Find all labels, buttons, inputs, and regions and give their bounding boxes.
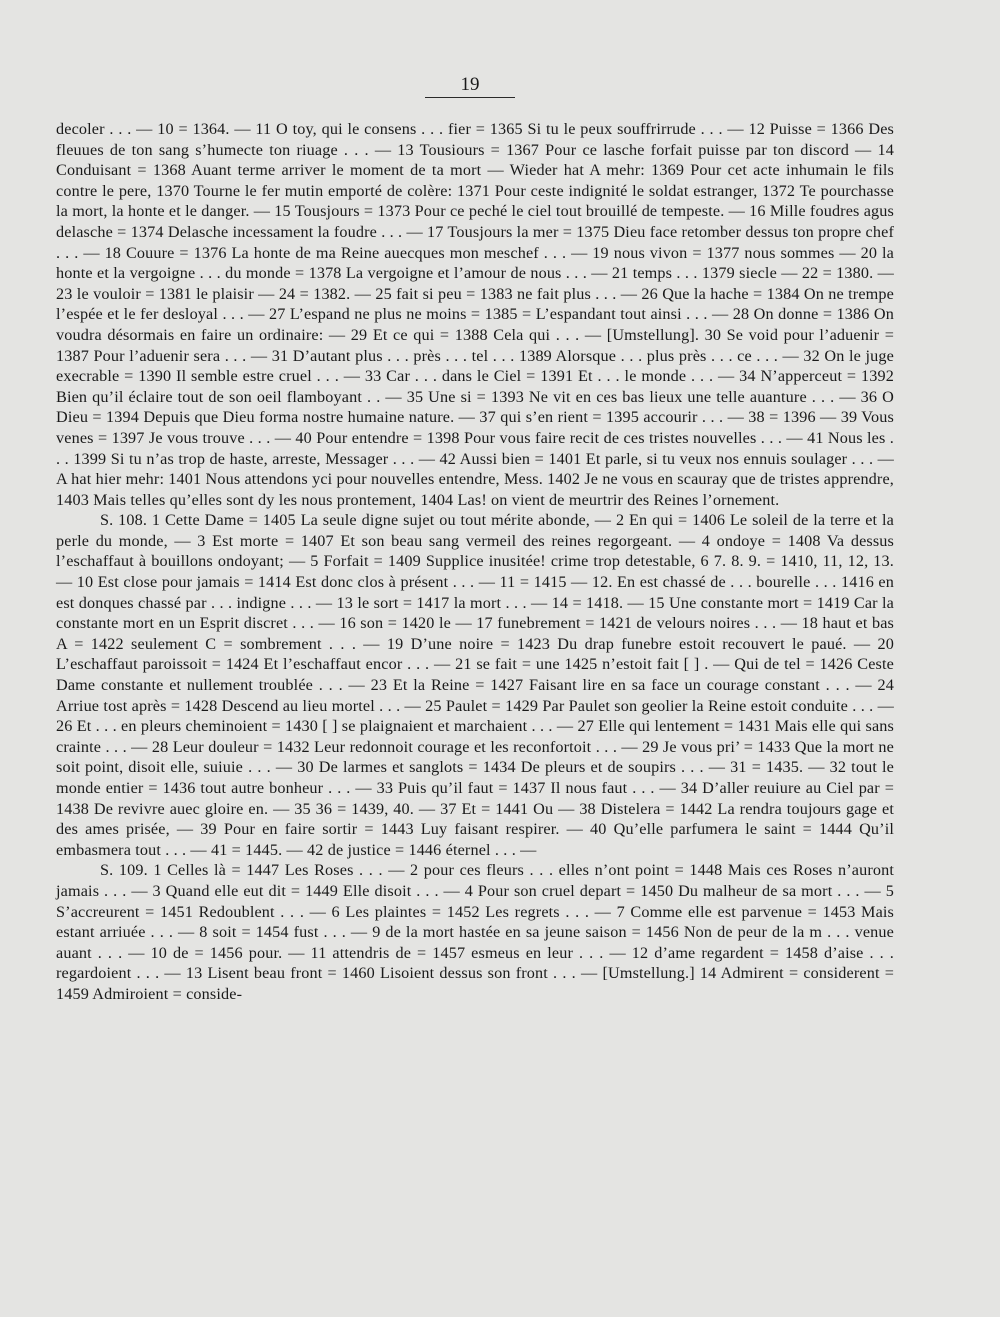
page-number: 19 [460,74,480,95]
paragraph-section-108: S. 108. 1 Cette Dame = 1405 La seule digne sujet ou tout mérite abonde, — 2 En qui = 1406 Le soleil de la terre et la perle du monde, — 3 Est morte = 1407 Et son beau sang vermeil des reines regorgeant. — 4 ondoye = 1408 Va dessus l’eschaffaut à bouillons ondoyant; — 5 Forfait = 1409 Supplice inusitée! crime trop detestable, 6 7. 8. 9. = 1410, 11, 12, 13. — 10 Est close pour jamais = 1414 Est donc clos à présent . . . — 11 = 1415 — 12. En est chassé de . . . bourelle . . . 1416 en est donques chassé par . . . indigne . . . — 13 le sort = 1417 la mort . . . — 14 = 1418. — 15 Une constante mort = 1419 Car la constante mort en un Esprit discret . . . — 16 son = 1420 le — 17 funebrement = 1421 de velours noires . . . — 18 haut et bas A = 1422 seulement C = sombrement . . . — 19 D’une noire = 1423 Du drap funebre estoit recouvert le paué. — 20 L’eschaffaut paroissoit = 1424 Et l’eschaffaut encor . . . — 21 se fait = une 1425 n’estoit fait [ ] . — Qui de tel = 1426 Ceste Dame constante et nullement troublée . . . — 23 Et la Reine = 1427 Faisant lire en sa face un courage constant . . . — 24 Arriue tost après = 1428 Descend au lieu mortel . . . — 25 Paulet = 1429 Par Paulet son geolier la Reine estoit conduite . . . — 26 Et . . . en pleurs cheminoient = 1430 [ ] se plaignaient et marchaient . . . — 27 Elle qui lentement = 1431 Mais elle qui sans crainte . . . — 28 Leur douleur = 1432 Leur redonnoit courage et les reconfortoit . . . — 29 Je vous pri’ = 1433 Que la mort ne soit point, disoit elle, suiuie . . . — 30 De larmes et sanglots = 1434 De pleurs et de soupirs . . . — 31 = 1435. — 32 tout le monde entier = 1436 tout autre bonheur . . . — 33 Puis qu’il faut = 1437 Il nous faut . . . — 34 D’aller reuiure au Ciel par = 1438 De revivre auec gloire en. — 35 36 = 1439, 40. — 37 Et = 1441 Ou — 38 Distelera = 1442 La rendra toujours gage et des ames prisée, — 39 Pour en faire sortir = 1443 Luy faisant respirer. — 40 Qu’elle parfumera le saint = 1444 Qu’il embasmera tout . . . — 41 = 1445. — 42 de justice = 1446 éternel . . . — [56,511,894,859]
paragraph-section-109: S. 109. 1 Celles là = 1447 Les Roses . . . — 2 pour ces fleurs . . . elles n’ont point = 1448 Mais ces Roses n’auront jamais . . . — 3 Quand elle eut dit = 1449 Elle disoit . . . — 4 Pour son cruel depart = 1450 Du malheur de sa mort . . . — 5 S’accreurent = 1451 Redoublent . . . — 6 Les plaintes = 1452 Les regrets . . . — 7 Comme elle est parvenue = 1453 Mais estant arriuée . . . — 8 soit = 1454 fust . . . — 9 de la mort hastée en sa jeune saison = 1456 Non de peur de la m . . . venue auant . . . — 10 de = 1456 pour. — 11 attendris de = 1457 esmeus en leur . . . — 12 d’ame regardent = 1458 d’aise . . . regardoient . . . — 13 Lisent beau front = 1460 Lisoient dessus son front . . . — [Umstellung.] 14 Admirent = considerent = 1459 Admiroient = conside- [56,861,894,1003]
paragraph-continuation: decoler . . . — 10 = 1364. — 11 O toy, qui le consens . . . fier = 1365 Si tu le peux souffrirrude . . . — 12 Puisse = 1366 Des fleuues de ton sang s’humecte ton riuage . . . — 13 Tousiours = 1367 Pour ce lasche forfait puisse par ton discord — 14 Conduisant = 1368 Auant terme arriver le moment de ta mort — Wieder hat A mehr: 1369 Pour cet acte inhumain le fils contre le pere, 1370 Tourne le fer mutin emporté de colère: 1371 Pour ceste indignité le soldat estranger, 1372 Te pourchasse la mort, la honte et le danger. — 15 Tousjours = 1373 Pour ce peché le ciel tout brouillé de tempeste. — 16 Mille foudres agus delasche = 1374 Delasche incessament la foudre . . . — 17 Tousjours la mer = 1375 Dieu face retomber dessus ton propre chef . . . — 18 Couure = 1376 La honte de ma Reine auecques mon meschef . . . — 19 nous vivon = 1377 nous sommes — 20 la honte et la vergoigne . . . du monde = 1378 La vergoigne et l’amour de nous . . . — 21 temps . . . 1379 siecle — 22 = 1380. — 23 le vouloir = 1381 le plaisir — 24 = 1382. — 25 fait si peu = 1383 ne fait plus . . . — 26 Que la hache = 1384 On ne trempe l’espée et le fer desloyal . . . — 27 L’espand ne plus ne moins = 1385 = L’espandant tout ainsi . . . — 28 On donne = 1386 On voudra désormais en faire un ordinaire: — 29 Et ce qui = 1388 Cela qui . . . — [Umstellung]. 30 Se void pour l’aduenir = 1387 Pour l’aduenir sera . . . — 31 D’autant plus . . . près . . . tel . . . 1389 Alorsque . . . plus près . . . ce . . . — 32 On le juge execrable = 1390 Il semble estre cruel . . . — 33 Car . . . dans le Ciel = 1391 Et . . . le monde . . . — 34 N’apperceut = 1392 Bien qu’il éclaire tout de son oeil flamboyant . . — 35 Une si = 1393 Ne vit en ces bas lieux une telle auanture . . . — 36 O Dieu = 1394 Depuis que Dieu forma nostre humaine nature. — 37 qui s’en rient = 1395 accourir . . . — 38 = 1396 — 39 Vous venes = 1397 Je vous trouve . . . — 40 Pour entendre = 1398 Pour vous faire recit de ces tristes nouvelles . . . — 41 Nous les . . . 1399 Si tu n’as trop de haste, arreste, Messager . . . — 42 Aussi bien = 1401 Et parle, si tu veux nos ennuis soulager . . . — A hat hier mehr: 1401 Nous attendons yci pour nouvelles entendre, Mess. 1402 Je ne vous en scauray que de tristes apprendre, 1403 Mais telles qu’elles sont dy les nous prontement, 1404 Las! on vient de meurtrir des Reines l’ornement. [56,120,894,509]
page-number-rule [425,97,515,98]
body-text [56,119,894,1005]
